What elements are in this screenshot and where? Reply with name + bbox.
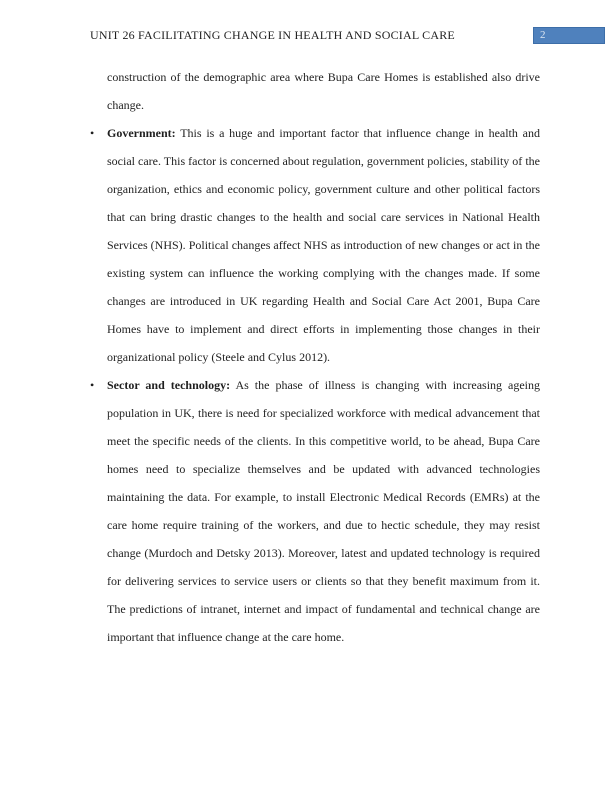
page-number-badge bbox=[533, 27, 605, 44]
header-title: UNIT 26 FACILITATING CHANGE IN HEALTH AND SOCIAL CARE bbox=[90, 27, 455, 42]
bullet-text: As the phase of illness is changing with increasing ageing population in UK, there is need for specialized workforce with medical advancement that meet the specific needs of the clients. In this competitive world, to be ahead, Bupa Care homes need to specialize themselves and be updated with advanced technologies maintaining the data. For example, to install Electronic Medical Records (EMRs) at the care home require training of the workers, and due to hectic schedule, they may resist change (Murdoch and Detsky 2013). Moreover, latest and updated technology is required for delivering services to service users or clients so that they benefit maximum from it. The predictions of intranet, internet and impact of fundamental and technical change are important that influence change at the care home. bbox=[107, 378, 541, 644]
list-item-sector-technology bbox=[90, 371, 541, 651]
bullet-lead: Government: bbox=[107, 126, 176, 140]
paragraph-continuation: construction of the demographic area where Bupa Care Homes is established also drive change. bbox=[107, 70, 540, 112]
bullet-text: This is a huge and important factor that influence change in health and social care. This factor is concerned about regulation, government policies, stability of the organization, ethics and economic policy, government culture and other political factors that can bring drastic changes to the health and social care services in National Health Services (NHS). Political changes affect NHS as introduction of new changes or act in the existing system can influence the working complying with the changes made. If some changes are introduced in UK regarding Health and Social Care Act 2001, Bupa Care Homes have to implement and direct efforts in implementing those changes in their organizational policy (Steele and Cylus 2012). bbox=[107, 126, 540, 364]
page-header bbox=[90, 26, 605, 44]
document-body bbox=[90, 63, 541, 651]
list-item-government bbox=[90, 119, 540, 371]
page-number: 2 bbox=[540, 28, 546, 41]
bullet-icon: • bbox=[90, 126, 95, 140]
bullet-icon: • bbox=[90, 378, 95, 392]
bullet-lead: Sector and technology: bbox=[107, 378, 231, 392]
